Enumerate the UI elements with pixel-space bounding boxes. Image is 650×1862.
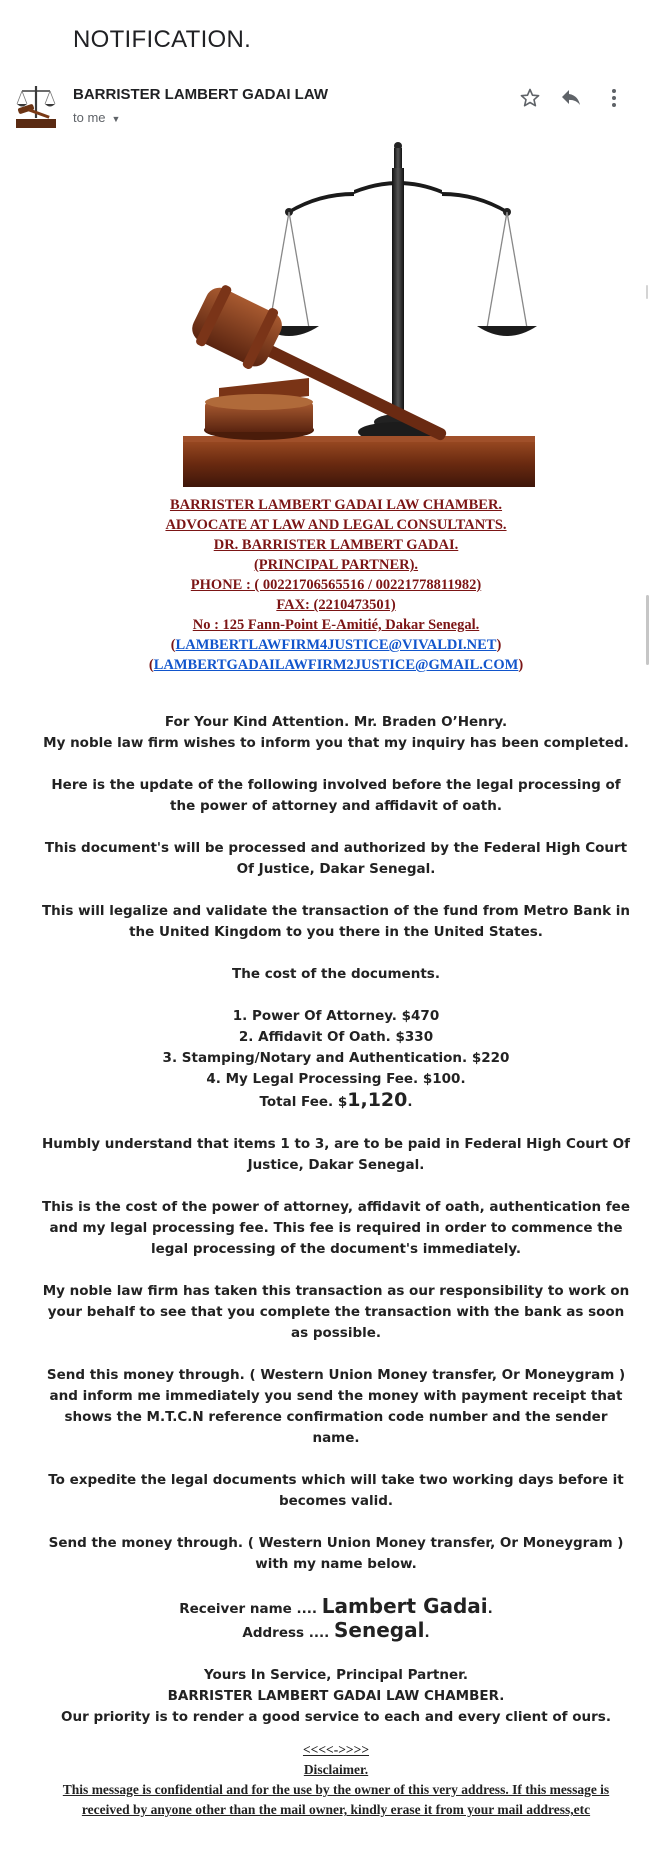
scales-of-justice-icon: [159, 140, 539, 487]
letterhead-line: (PRINCIPAL PARTNER).: [253, 557, 419, 573]
cost-item: 1. Power Of Attorney. $470: [232, 1008, 440, 1024]
body-paragraph: Send the money through. ( Western Union Money transfer, Or Moneygram ) with my name below.: [48, 1535, 624, 1572]
star-button[interactable]: [518, 86, 542, 110]
sender-avatar[interactable]: [14, 82, 58, 130]
sender-name[interactable]: BARRISTER LAMBERT GADAI LAW: [73, 86, 328, 103]
star-icon: [518, 86, 542, 110]
signature-line: Yours In Service, Principal Partner.: [203, 1667, 468, 1683]
letterhead-address: No : 125 Fann-Point E-Amitié, Dakar Senegal.: [192, 617, 480, 633]
letterhead-line: BARRISTER LAMBERT GADAI LAW CHAMBER.: [169, 497, 503, 513]
letterhead-fax: FAX: (2210473501): [276, 597, 396, 613]
arrows-divider: <<<<->>>>: [302, 1742, 370, 1757]
letterhead-line: DR. BARRISTER LAMBERT GADAI.: [213, 537, 459, 553]
email-subject: NOTIFICATION.: [73, 26, 252, 53]
body-paragraph: This is the cost of the power of attorney, affidavit of oath, authentication fee and my legal processing fee. This fee is required in order to commence the legal processing of the document's immediately.: [41, 1199, 630, 1257]
cost-heading: The cost of the documents.: [232, 966, 440, 982]
body-paragraph: Humbly understand that items 1 to 3, are to be paid in Federal High Court Of Justice, Dakar Senegal.: [41, 1136, 631, 1173]
body-paragraph: To expedite the legal documents which will take two working days before it becomes valid.: [48, 1472, 624, 1509]
body-paragraph: This document's will be processed and authorized by the Federal High Court Of Justice, Dakar Senegal.: [44, 840, 628, 877]
chevron-down-icon: ▼: [111, 113, 121, 124]
recipient-label: to me: [73, 110, 106, 125]
receiver-label: Receiver name ....: [179, 1601, 322, 1617]
address-label: Address ....: [242, 1625, 334, 1641]
body-greeting: For Your Kind Attention. Mr. Braden O’Henry.: [164, 714, 508, 730]
disclaimer-text: This message is confidential and for the use by the owner of this very address. If this message is received by anyone other than the mail owner, kindly erase it from your mail address,etc: [62, 1782, 610, 1817]
letterhead-line: ADVOCATE AT LAW AND LEGAL CONSULTANTS.: [165, 517, 507, 533]
reply-icon: [559, 86, 583, 110]
signature-line: Our priority is to render a good service to each and every client of ours.: [61, 1709, 611, 1725]
email-line-2: (LAMBERTGADAILAWFIRM2JUSTICE@GMAIL.COM): [148, 657, 524, 673]
cost-item: 3. Stamping/Notary and Authentication. $220: [162, 1050, 510, 1066]
cost-item: 2. Affidavit Of Oath. $330: [238, 1029, 434, 1045]
email-line-1: (LAMBERTLAWFIRM4JUSTICE@VIVALDI.NET): [170, 637, 502, 653]
email-link-1[interactable]: LAMBERTLAWFIRM4JUSTICE@VIVALDI.NET: [175, 637, 497, 653]
body-paragraph: My noble law firm wishes to inform you that my inquiry has been completed.: [43, 735, 629, 751]
receiver-name: Lambert Gadai: [321, 1594, 488, 1618]
scales-gavel-image: [159, 140, 539, 487]
letterhead: [0, 495, 650, 675]
receiver-address: Senegal: [333, 1618, 425, 1642]
total-fee-label: Total Fee. $: [259, 1094, 348, 1110]
body-paragraph: This will legalize and validate the transaction of the fund from Metro Bank in the United Kingdom to you there in the United States.: [41, 903, 631, 940]
email-body: For Your Kind Attention. Mr. Braden O’Henry. My noble law firm wishes to inform you that my inquiry has been completed. Here is the update of the following involved before the legal processing of the power of attorney and affidavit of oath. This document's will be processed and authorized by the Federal High Court Of Justice, Dakar Senegal. This will legalize and validate the transaction of the fund from Metro Bank in the United Kingdom to you there in the United States. The cost of the documents. 1. Power Of Attorney. $470 2. Affidavit Of Oath. $330 3. Stamping/Notary and Authentication. $220 4. My Legal Processing Fee. $100. Total Fee. $1,120. Humbly understand that items 1 to 3, are to be paid in Federal High Court Of Justice, Dakar Senegal. This is the cost of the power of attorney, affidavit of oath, authentication fee and my legal processing fee. This fee is required in order to commence the legal processing of the document's immediately. My noble law firm has taken this transaction as our responsibility to work on your behalf to see that you complete the transaction with the bank as soon as possible. Send this money through. ( Western Union Money transfer, Or Moneygram ) and inform me immediately you send the money with payment receipt that shows the M.T.C.N reference confirmation code number and the sender name. To expedite the legal documents which will take two working days before it becomes valid. Send the money through. ( Western Union Money transfer, Or Moneygram ) with my name below. Receiver name .... Lambert Gadai. Address .... Senegal. Yours In Service, Principal Partner. BARRISTER LAMBERT GADAI LAW CHAMBER. Our priority is to render a good service to each and every client of ours.: [41, 714, 631, 1725]
body-paragraph: Send this money through. ( Western Union Money transfer, Or Moneygram ) and inform me immediately you send the money with payment receipt that shows the M.T.C.N reference confirmation code number and the sender name.: [46, 1367, 626, 1446]
recipient-details-toggle[interactable]: [73, 110, 120, 125]
body-paragraph: My noble law firm has taken this transaction as our responsibility to work on your behalf to see that you complete the transaction with the bank as soon as possible.: [42, 1283, 630, 1341]
email-link-2[interactable]: LAMBERTGADAILAWFIRM2JUSTICE@GMAIL.COM: [153, 657, 519, 673]
reply-button[interactable]: [559, 86, 583, 110]
total-fee-value: 1,120: [347, 1089, 408, 1111]
letterhead-phone: PHONE : ( 00221706565516 / 00221778811982): [190, 577, 482, 593]
signature-line: BARRISTER LAMBERT GADAI LAW CHAMBER.: [167, 1688, 505, 1704]
more-vert-icon: [602, 86, 626, 110]
scroll-indicator-top: [646, 285, 648, 299]
disclaimer-block: [40, 1740, 632, 1820]
scales-logo-icon: [14, 82, 58, 130]
cost-item: 4. My Legal Processing Fee. $100.: [206, 1071, 466, 1087]
more-options-button[interactable]: [602, 86, 626, 110]
body-paragraph: Here is the update of the following involved before the legal processing of the power of attorney and affidavit of oath.: [51, 777, 621, 814]
disclaimer-title: Disclaimer.: [303, 1762, 369, 1777]
